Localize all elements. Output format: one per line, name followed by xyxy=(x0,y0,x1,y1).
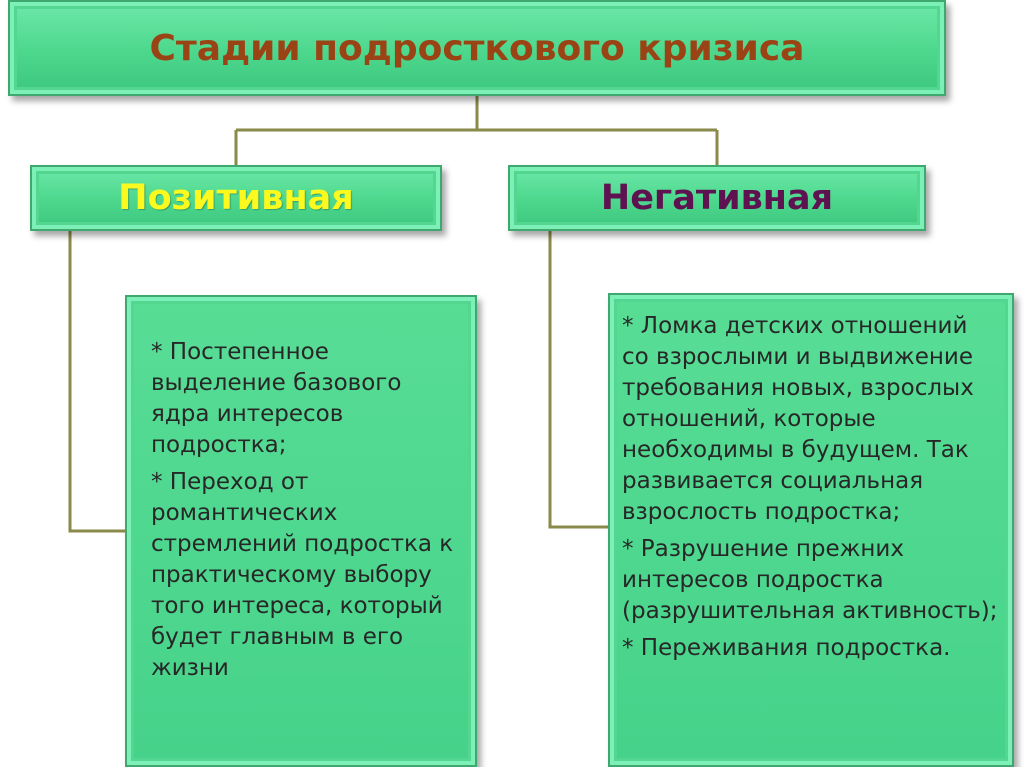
positive-item: * Постепенное выделение базового ядра интересов подростка; xyxy=(151,339,402,458)
positive-stage-box xyxy=(30,165,442,231)
negative-item: * Переживания подростка. xyxy=(622,635,951,661)
negative-stage-label: Негативная xyxy=(600,178,834,218)
connector-positive-content xyxy=(70,231,125,531)
positive-item: * Переход от романтических стремлений подростка к практическому выбору того интереса, который будет главным в его жизни xyxy=(151,469,454,681)
negative-item: * Ломка детских отношений со взрослыми и выдвижение требования новых, взрослых отношений, которые необходимы в будущем. Так развивается социальная взрослость подростка; xyxy=(622,313,974,525)
connector-negative-content xyxy=(550,231,608,527)
title-box xyxy=(8,0,946,96)
negative-content-box xyxy=(608,293,1014,767)
positive-stage-label: Позитивная xyxy=(118,178,354,218)
positive-content-box xyxy=(125,295,477,767)
negative-item: * Разрушение прежних интересов подростка (разрушительная активность); xyxy=(622,536,998,624)
diagram-title: Стадии подросткового кризиса xyxy=(149,27,805,69)
negative-stage-box xyxy=(508,165,926,231)
